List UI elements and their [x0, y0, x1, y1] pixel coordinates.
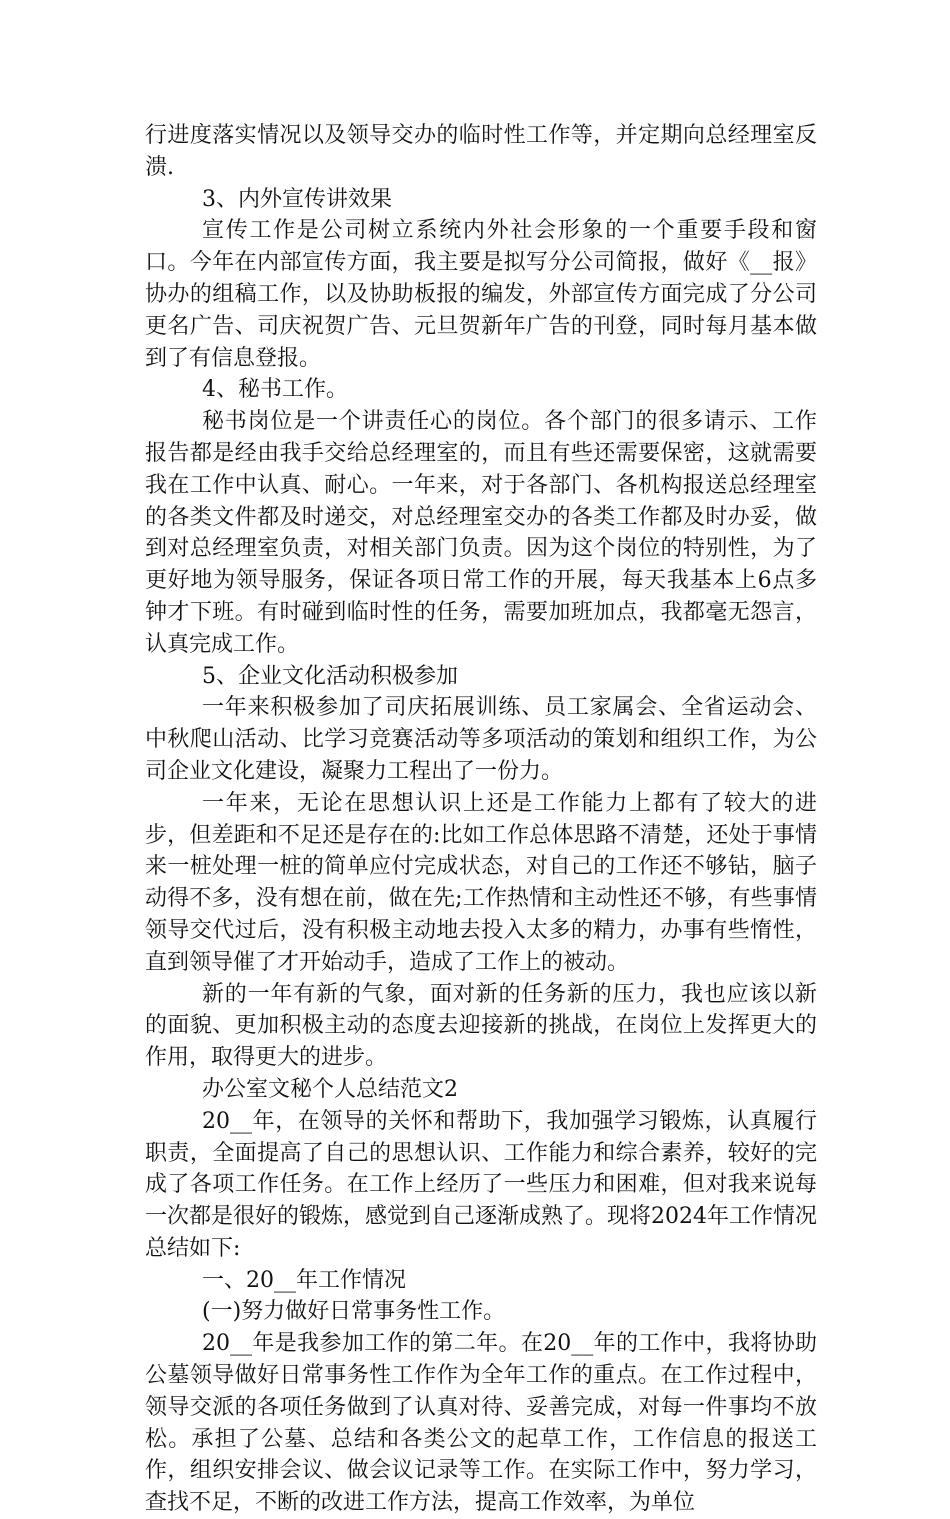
- body-paragraph: 20__年是我参加工作的第二年。在20__年的工作中，我将协助公墓领导做好日常事务性工作作为全年工作的重点。在工作过程中，领导交派的各项任务做到了认真对待、妥善完成，对每一件事均不放松。承担了公墓、总结和各类公文的起草工作，工作信息的报送工作，组织安排会议、做会议记录等工作。在实际工作中，努力学习，查找不足，不断的改进工作方法，提高工作效率，为单位: [145, 1331, 817, 1516]
- body-paragraph: 20__年，在领导的关怀和帮助下，我加强学习锻炼，认真履行职责，全面提高了自己的思想认识、工作能力和综合素养，较好的完成了各项工作任务。在工作上经历了一些压力和困难，但对我来说每一次都是很好的锻炼，感觉到自己逐渐成熟了。现将2024年工作情况总结如下:: [145, 1108, 817, 1261]
- document-subtitle: 办公室文秘个人总结范文2: [202, 1076, 458, 1102]
- body-paragraph: 秘书岗位是一个讲责任心的岗位。各个部门的很多请示、工作报告都是经由我手交给总经理室的，而且有些还需要保密，这就需要我在工作中认真、耐心。一年来，对于各部门、各机构报送总经理室的各类文件都及时递交，对总经理室交办的各类工作都及时办妥，做到对总经理室负责，对相关部门负责。因为这个岗位的特别性，为了更好地为领导服务，保证各项日常工作的开展，每天我基本上6点多钟才下班。有时碰到临时性的任务，需要加班加点，我都毫无怨言，认真完成工作。: [145, 409, 817, 657]
- body-paragraph: 行进度落实情况以及领导交办的临时性工作等，并定期向总经理室反溃.: [145, 123, 817, 180]
- section-heading: 3、内外宣传讲效果: [202, 186, 392, 212]
- document-body: [145, 120, 817, 1519]
- body-paragraph: 宣传工作是公司树立系统内外社会形象的一个重要手段和窗口。今年在内部宣传方面，我主要是拟写分公司简报，做好《__报》协办的组稿工作，以及协助板报的编发，外部宣传方面完成了分公司更名广告、司庆祝贺广告、元旦贺新年广告的刊登，同时每月基本做到了有信息登报。: [145, 218, 817, 371]
- section-heading: 5、企业文化活动积极参加: [202, 663, 458, 689]
- body-paragraph: 一年来，无论在思想认识上还是工作能力上都有了较大的进步，但差距和不足还是存在的:比如工作总体思路不清楚，还处于事情来一桩处理一桩的简单应付完成状态，对自己的工作还不够钻，脑子动得不多，没有想在前，做在先;工作热情和主动性还不够，有些事情领导交代过后，没有积极主动地去投入太多的精力，办事有些惰性，直到领导催了才开始动手，造成了工作上的被动。: [145, 790, 817, 975]
- section-heading: 4、秘书工作。: [202, 377, 348, 403]
- body-paragraph: 新的一年有新的气象，面对新的任务新的压力，我也应该以新的面貌、更加积极主动的态度去迎接新的挑战，在岗位上发挥更大的作用，取得更大的进步。: [145, 981, 817, 1071]
- section-heading: 一、20__年工作情况: [202, 1267, 406, 1293]
- subsection-heading: (一)努力做好日常事务性工作。: [202, 1299, 506, 1325]
- body-paragraph: 一年来积极参加了司庆拓展训练、员工家属会、全省运动会、中秋爬山活动、比学习竞赛活动等多项活动的策划和组织工作，为公司企业文化建设，凝聚力工程出了一份力。: [145, 695, 817, 784]
